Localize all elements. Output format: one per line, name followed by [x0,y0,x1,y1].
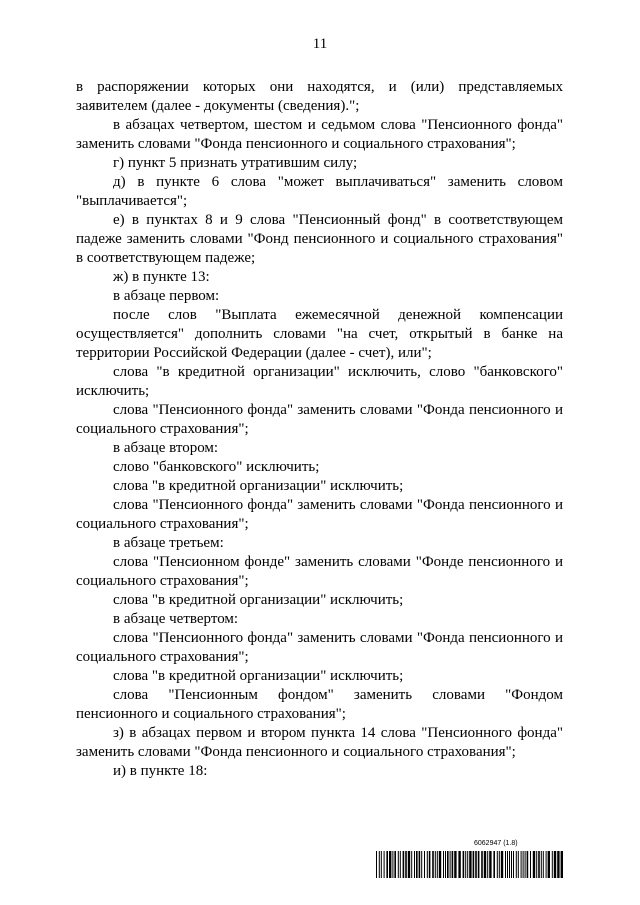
paragraph: в абзаце втором: [113,440,219,456]
paragraph: слова "Пенсионном фонде" заменить словами "Фонде пенсионного и социального страхования"; [76,554,563,589]
paragraph: з) в абзацах первом и втором пункта 14 слова "Пенсионного фонда" заменить словами "Фонда пенсионного и социального страхования"; [76,725,563,760]
paragraph: в абзацах четвертом, шестом и седьмом слова "Пенсионного фонда" заменить словами "Фонда пенсионного и социального страхования"; [76,117,563,152]
paragraph: слова "в кредитной организации" исключить; [113,478,404,494]
paragraph: слова "Пенсионным фондом" заменить словами "Фондом пенсионного и социального страхования"; [76,687,563,722]
paragraph: слова "Пенсионного фонда" заменить словами "Фонда пенсионного и социального страхования"; [76,497,563,532]
page-number: 11 [312,36,328,52]
paragraph: г) пункт 5 признать утратившим силу; [113,155,358,171]
barcode [376,851,566,878]
document-code: 6062947 (1.8) [474,840,518,847]
paragraph: в абзаце первом: [113,288,220,304]
paragraph: е) в пунктах 8 и 9 слова "Пенсионный фонд" в соответствующем падеже заменить словами "Фонд пенсионного и социального страхования" в соответствующем падеже; [76,212,563,266]
paragraph: после слов "Выплата ежемесячной денежной компенсации осуществляется" дополнить словами "на счет, открытый в банке на территории Российской Федерации (далее - счет), или"; [76,307,563,361]
paragraph: и) в пункте 18: [113,763,208,779]
document-body [76,78,563,781]
paragraph: в абзаце четвертом: [113,611,239,627]
paragraph: д) в пункте 6 слова "может выплачиваться" заменить словом "выплачивается"; [76,174,563,209]
paragraph: ж) в пункте 13: [113,269,210,285]
paragraph: слова "в кредитной организации" исключить, слово "банковского" исключить; [76,364,563,399]
paragraph: слова "Пенсионного фонда" заменить словами "Фонда пенсионного и социального страхования"; [76,630,563,665]
paragraph: слова "в кредитной организации" исключить; [113,668,404,684]
paragraph: слова "в кредитной организации" исключить; [113,592,404,608]
paragraph: слова "Пенсионного фонда" заменить словами "Фонда пенсионного и социального страхования"; [76,402,563,437]
paragraph: в распоряжении которых они находятся, и (или) представляемых заявителем (далее - документы (сведения)."; [76,79,563,114]
paragraph: в абзаце третьем: [113,535,224,551]
paragraph: слово "банковского" исключить; [113,459,320,475]
